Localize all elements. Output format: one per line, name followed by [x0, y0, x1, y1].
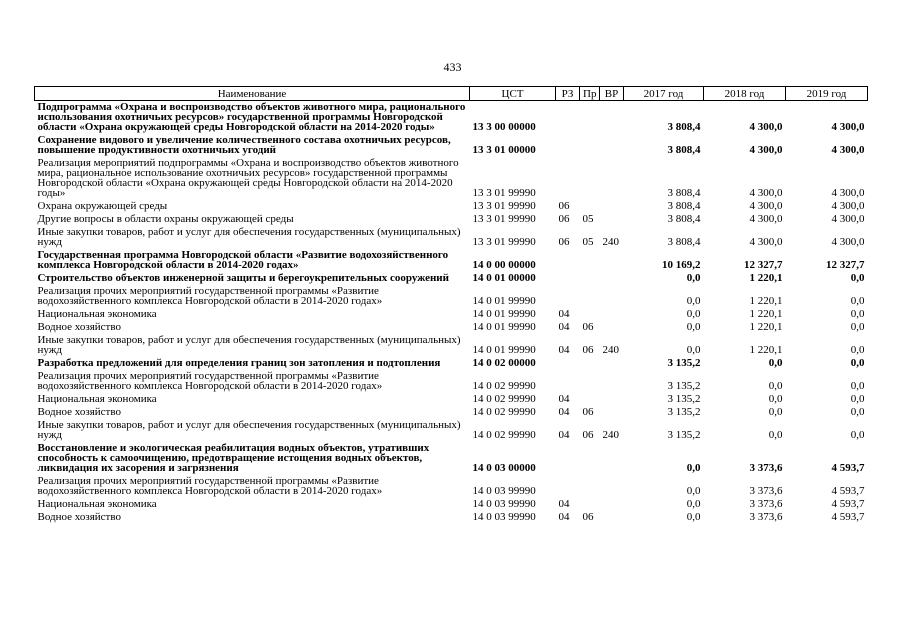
cell-2019: 4 593,7	[831, 462, 865, 474]
cell-cst: 14 0 02 99990	[472, 429, 536, 441]
cell-pr: 06	[582, 344, 594, 356]
cell-2017: 3 135,2	[667, 429, 701, 441]
cell-pr	[580, 357, 600, 370]
cell-name: Реализация мероприятий подпрограммы «Охрана и воспроизводство объектов животного мира, рациональное использование охотничьих ресурсов» государственной программы Новгородской области «Охрана окружающей среды Новгородской области на 2014-2020 годы»	[37, 157, 459, 199]
cell-name: Подпрограмма «Охрана и воспроизводство объектов животного мира, рационального использования охотничьих ресурсов» государственной программы Новгородской области «Охрана окружающей среды Новгородской области на 2014-2020 годы»	[37, 101, 466, 133]
cell-pr	[580, 101, 600, 135]
cell-name: Другие вопросы в области охраны окружающей среды	[37, 213, 294, 225]
cell-cst: 14 0 03 99990	[472, 485, 536, 497]
cell-vr	[600, 393, 624, 406]
cell-rz: 04	[558, 511, 570, 523]
cell-rz	[556, 475, 580, 498]
cell-pr	[580, 475, 600, 498]
cell-rz: 04	[558, 344, 570, 356]
cell-cst: 14 0 02 99990	[472, 380, 536, 392]
cell-name: Охрана окружающей среды	[37, 200, 168, 212]
table-row	[35, 393, 868, 406]
cell-2019: 0,0	[850, 393, 865, 405]
cell-cst: 13 3 01 00000	[472, 144, 536, 156]
cell-2019: 12 327,7	[826, 259, 865, 271]
cell-2017: 0,0	[686, 498, 701, 510]
cell-cst: 14 0 01 99990	[472, 344, 536, 356]
cell-pr	[580, 498, 600, 511]
cell-2018: 3 373,6	[749, 485, 783, 497]
cell-2019: 4 300,0	[831, 213, 865, 225]
cell-2017: 3 135,2	[667, 357, 701, 369]
cell-name: Национальная экономика	[37, 393, 157, 405]
table-row	[35, 511, 868, 524]
cell-pr	[580, 272, 600, 285]
cell-rz: 06	[558, 200, 570, 212]
cell-cst: 14 0 03 00000	[472, 462, 536, 474]
table-row	[35, 308, 868, 321]
cell-rz	[556, 357, 580, 370]
header-cst: ЦСТ	[470, 87, 556, 101]
cell-rz: 04	[558, 406, 570, 418]
cell-2017: 3 808,4	[667, 236, 701, 248]
cell-2019: 0,0	[850, 406, 865, 418]
cell-2018: 4 300,0	[749, 121, 783, 133]
cell-rz	[556, 157, 580, 200]
cell-rz: 06	[558, 236, 570, 248]
cell-vr	[600, 249, 624, 272]
cell-vr	[600, 442, 624, 475]
cell-2019: 4 593,7	[831, 511, 865, 523]
cell-name: Иные закупки товаров, работ и услуг для обеспечения государственных (муниципальных) нужд	[37, 419, 461, 441]
cell-2019: 4 300,0	[831, 121, 865, 133]
cell-2018: 3 373,6	[749, 498, 783, 510]
cell-2017: 0,0	[686, 511, 701, 523]
cell-cst: 14 0 01 99990	[472, 308, 536, 320]
cell-pr: 06	[582, 321, 594, 333]
cell-2017: 0,0	[686, 321, 701, 333]
cell-2019: 4 300,0	[831, 187, 865, 199]
cell-2017: 0,0	[686, 462, 701, 474]
cell-vr	[600, 498, 624, 511]
table-row	[35, 321, 868, 334]
table-row	[35, 249, 868, 272]
table-row	[35, 157, 868, 200]
cell-vr	[600, 308, 624, 321]
cell-2017: 3 135,2	[667, 406, 701, 418]
cell-name: Иные закупки товаров, работ и услуг для обеспечения государственных (муниципальных) нужд	[37, 334, 461, 356]
cell-rz	[556, 249, 580, 272]
cell-pr: 06	[582, 406, 594, 418]
cell-pr	[580, 285, 600, 308]
cell-2017: 0,0	[686, 344, 701, 356]
cell-2019: 0,0	[850, 380, 865, 392]
table-row	[35, 498, 868, 511]
cell-cst: 14 0 02 00000	[472, 357, 536, 369]
cell-name: Реализация прочих мероприятий государственной программы «Развитие водохозяйственного комплекса Новгородской области в 2014-2020 годах»	[37, 285, 383, 307]
cell-rz: 04	[558, 498, 570, 510]
cell-cst: 14 0 01 99990	[472, 321, 536, 333]
cell-rz	[556, 134, 580, 157]
cell-2017: 3 808,4	[667, 213, 701, 225]
header-2018: 2018 год	[704, 87, 786, 101]
cell-2018: 3 373,6	[749, 462, 783, 474]
table-row	[35, 475, 868, 498]
table-row	[35, 226, 868, 249]
cell-cst: 14 0 03 99990	[472, 498, 536, 510]
cell-2017: 3 808,4	[667, 144, 701, 156]
cell-name: Национальная экономика	[37, 498, 157, 510]
cell-2017: 3 808,4	[667, 187, 701, 199]
cell-name: Водное хозяйство	[37, 321, 121, 333]
cell-2018: 4 300,0	[749, 213, 783, 225]
cell-cst: 14 0 00 00000	[472, 259, 536, 271]
cell-2018: 0,0	[768, 380, 783, 392]
cell-2019: 4 300,0	[831, 144, 865, 156]
cell-2017: 3 808,4	[667, 121, 701, 133]
cell-2019: 4 300,0	[831, 200, 865, 212]
cell-2019: 0,0	[850, 357, 865, 369]
table-row	[35, 285, 868, 308]
cell-2018: 3 373,6	[749, 511, 783, 523]
cell-2018: 1 220,1	[749, 308, 783, 320]
cell-cst: 13 3 01 99990	[472, 213, 536, 225]
table-row	[35, 101, 868, 135]
cell-name: Водное хозяйство	[37, 511, 121, 523]
cell-2019: 0,0	[850, 321, 865, 333]
cell-name: Водное хозяйство	[37, 406, 121, 418]
cell-rz	[556, 101, 580, 135]
cell-2017: 3 135,2	[667, 380, 701, 392]
header-pr: Пр	[580, 87, 600, 101]
cell-name: Национальная экономика	[37, 308, 157, 320]
cell-pr	[580, 157, 600, 200]
cell-cst: 13 3 01 99990	[472, 236, 536, 248]
cell-vr	[600, 272, 624, 285]
cell-cst: 14 0 03 99990	[472, 511, 536, 523]
table-row	[35, 442, 868, 475]
cell-rz	[556, 442, 580, 475]
cell-rz	[556, 285, 580, 308]
cell-2018: 4 300,0	[749, 187, 783, 199]
cell-name: Иные закупки товаров, работ и услуг для обеспечения государственных (муниципальных) нужд	[37, 226, 461, 248]
cell-2017: 0,0	[686, 272, 701, 284]
cell-2017: 0,0	[686, 295, 701, 307]
cell-2018: 0,0	[768, 357, 783, 369]
cell-2019: 0,0	[850, 308, 865, 320]
cell-2018: 4 300,0	[749, 200, 783, 212]
table-row	[35, 134, 868, 157]
cell-rz: 06	[558, 213, 570, 225]
cell-name: Строительство объектов инженерной защиты и берегоукрепительных сооружений	[37, 272, 449, 284]
cell-cst: 14 0 02 99990	[472, 406, 536, 418]
cell-2017: 3 135,2	[667, 393, 701, 405]
cell-2019: 0,0	[850, 344, 865, 356]
cell-pr	[580, 200, 600, 213]
header-name: Наименование	[35, 87, 470, 101]
cell-pr	[580, 249, 600, 272]
cell-vr	[600, 475, 624, 498]
cell-vr	[600, 321, 624, 334]
cell-2017: 10 169,2	[662, 259, 701, 271]
cell-2018: 4 300,0	[749, 236, 783, 248]
table-header-row	[35, 87, 868, 101]
cell-name: Восстановление и экологическая реабилитация водных объектов, утративших способность к самоочищению, предотвращение истощения водных объектов, ликвидация их засорения и загрязнения	[37, 442, 430, 474]
cell-vr	[600, 285, 624, 308]
page-number: 433	[443, 60, 462, 74]
cell-2019: 4 593,7	[831, 485, 865, 497]
cell-2017: 0,0	[686, 485, 701, 497]
cell-2018: 1 220,1	[749, 344, 783, 356]
cell-vr	[600, 357, 624, 370]
header-vr: ВР	[600, 87, 624, 101]
cell-vr	[600, 406, 624, 419]
table-body	[35, 101, 868, 525]
cell-2018: 1 220,1	[749, 295, 783, 307]
cell-pr	[580, 393, 600, 406]
cell-rz: 04	[558, 321, 570, 333]
table-row	[35, 370, 868, 393]
cell-name: Сохранение видового и увеличение количественного состава охотничьих ресурсов, повышение продуктивности охотничьих угодий	[37, 134, 451, 156]
cell-2018: 1 220,1	[749, 272, 783, 284]
cell-rz	[556, 370, 580, 393]
cell-2017: 0,0	[686, 308, 701, 320]
cell-2018: 12 327,7	[744, 259, 783, 271]
cell-name: Разработка предложений для определения границ зон затопления и подтопления	[37, 357, 441, 369]
header-rz: РЗ	[556, 87, 580, 101]
cell-vr	[600, 511, 624, 524]
cell-name: Реализация прочих мероприятий государственной программы «Развитие водохозяйственного комплекса Новгородской области в 2014-2020 годах»	[37, 475, 383, 497]
cell-pr: 05	[582, 213, 594, 225]
cell-2018: 0,0	[768, 429, 783, 441]
cell-cst: 13 3 01 99990	[472, 200, 536, 212]
table-row	[35, 419, 868, 442]
cell-2018: 0,0	[768, 406, 783, 418]
table-row	[35, 272, 868, 285]
table-row	[35, 334, 868, 357]
cell-vr	[600, 213, 624, 226]
cell-cst: 13 3 00 00000	[472, 121, 536, 133]
cell-pr: 06	[582, 429, 594, 441]
cell-cst: 14 0 02 99990	[472, 393, 536, 405]
cell-vr: 240	[602, 236, 619, 248]
cell-rz: 04	[558, 393, 570, 405]
cell-2018: 4 300,0	[749, 144, 783, 156]
header-2019: 2019 год	[786, 87, 868, 101]
cell-vr: 240	[602, 429, 619, 441]
cell-2019: 0,0	[850, 295, 865, 307]
cell-vr	[600, 157, 624, 200]
cell-rz: 04	[558, 429, 570, 441]
cell-vr	[600, 370, 624, 393]
cell-rz: 04	[558, 308, 570, 320]
cell-pr	[580, 308, 600, 321]
cell-name: Реализация прочих мероприятий государственной программы «Развитие водохозяйственного комплекса Новгородской области в 2014-2020 годах»	[37, 370, 383, 392]
cell-pr	[580, 370, 600, 393]
table-row	[35, 406, 868, 419]
cell-2019: 4 300,0	[831, 236, 865, 248]
cell-vr: 240	[602, 344, 619, 356]
cell-cst: 14 0 01 99990	[472, 295, 536, 307]
cell-vr	[600, 200, 624, 213]
cell-rz	[556, 272, 580, 285]
cell-pr	[580, 442, 600, 475]
header-2017: 2017 год	[624, 87, 704, 101]
cell-2019: 0,0	[850, 272, 865, 284]
cell-2019: 4 593,7	[831, 498, 865, 510]
cell-name: Государственная программа Новгородской области «Развитие водохозяйственного комплекса Новгородской области в 2014-2020 годах»	[37, 249, 449, 271]
cell-pr: 05	[582, 236, 594, 248]
cell-pr	[580, 134, 600, 157]
cell-2019: 0,0	[850, 429, 865, 441]
cell-2017: 3 808,4	[667, 200, 701, 212]
cell-pr: 06	[582, 511, 594, 523]
cell-2018: 0,0	[768, 393, 783, 405]
cell-2018: 1 220,1	[749, 321, 783, 333]
cell-vr	[600, 134, 624, 157]
table-row	[35, 200, 868, 213]
table-row	[35, 213, 868, 226]
cell-vr	[600, 101, 624, 135]
cell-cst: 13 3 01 99990	[472, 187, 536, 199]
budget-table	[34, 86, 868, 524]
cell-cst: 14 0 01 00000	[472, 272, 536, 284]
table-row	[35, 357, 868, 370]
